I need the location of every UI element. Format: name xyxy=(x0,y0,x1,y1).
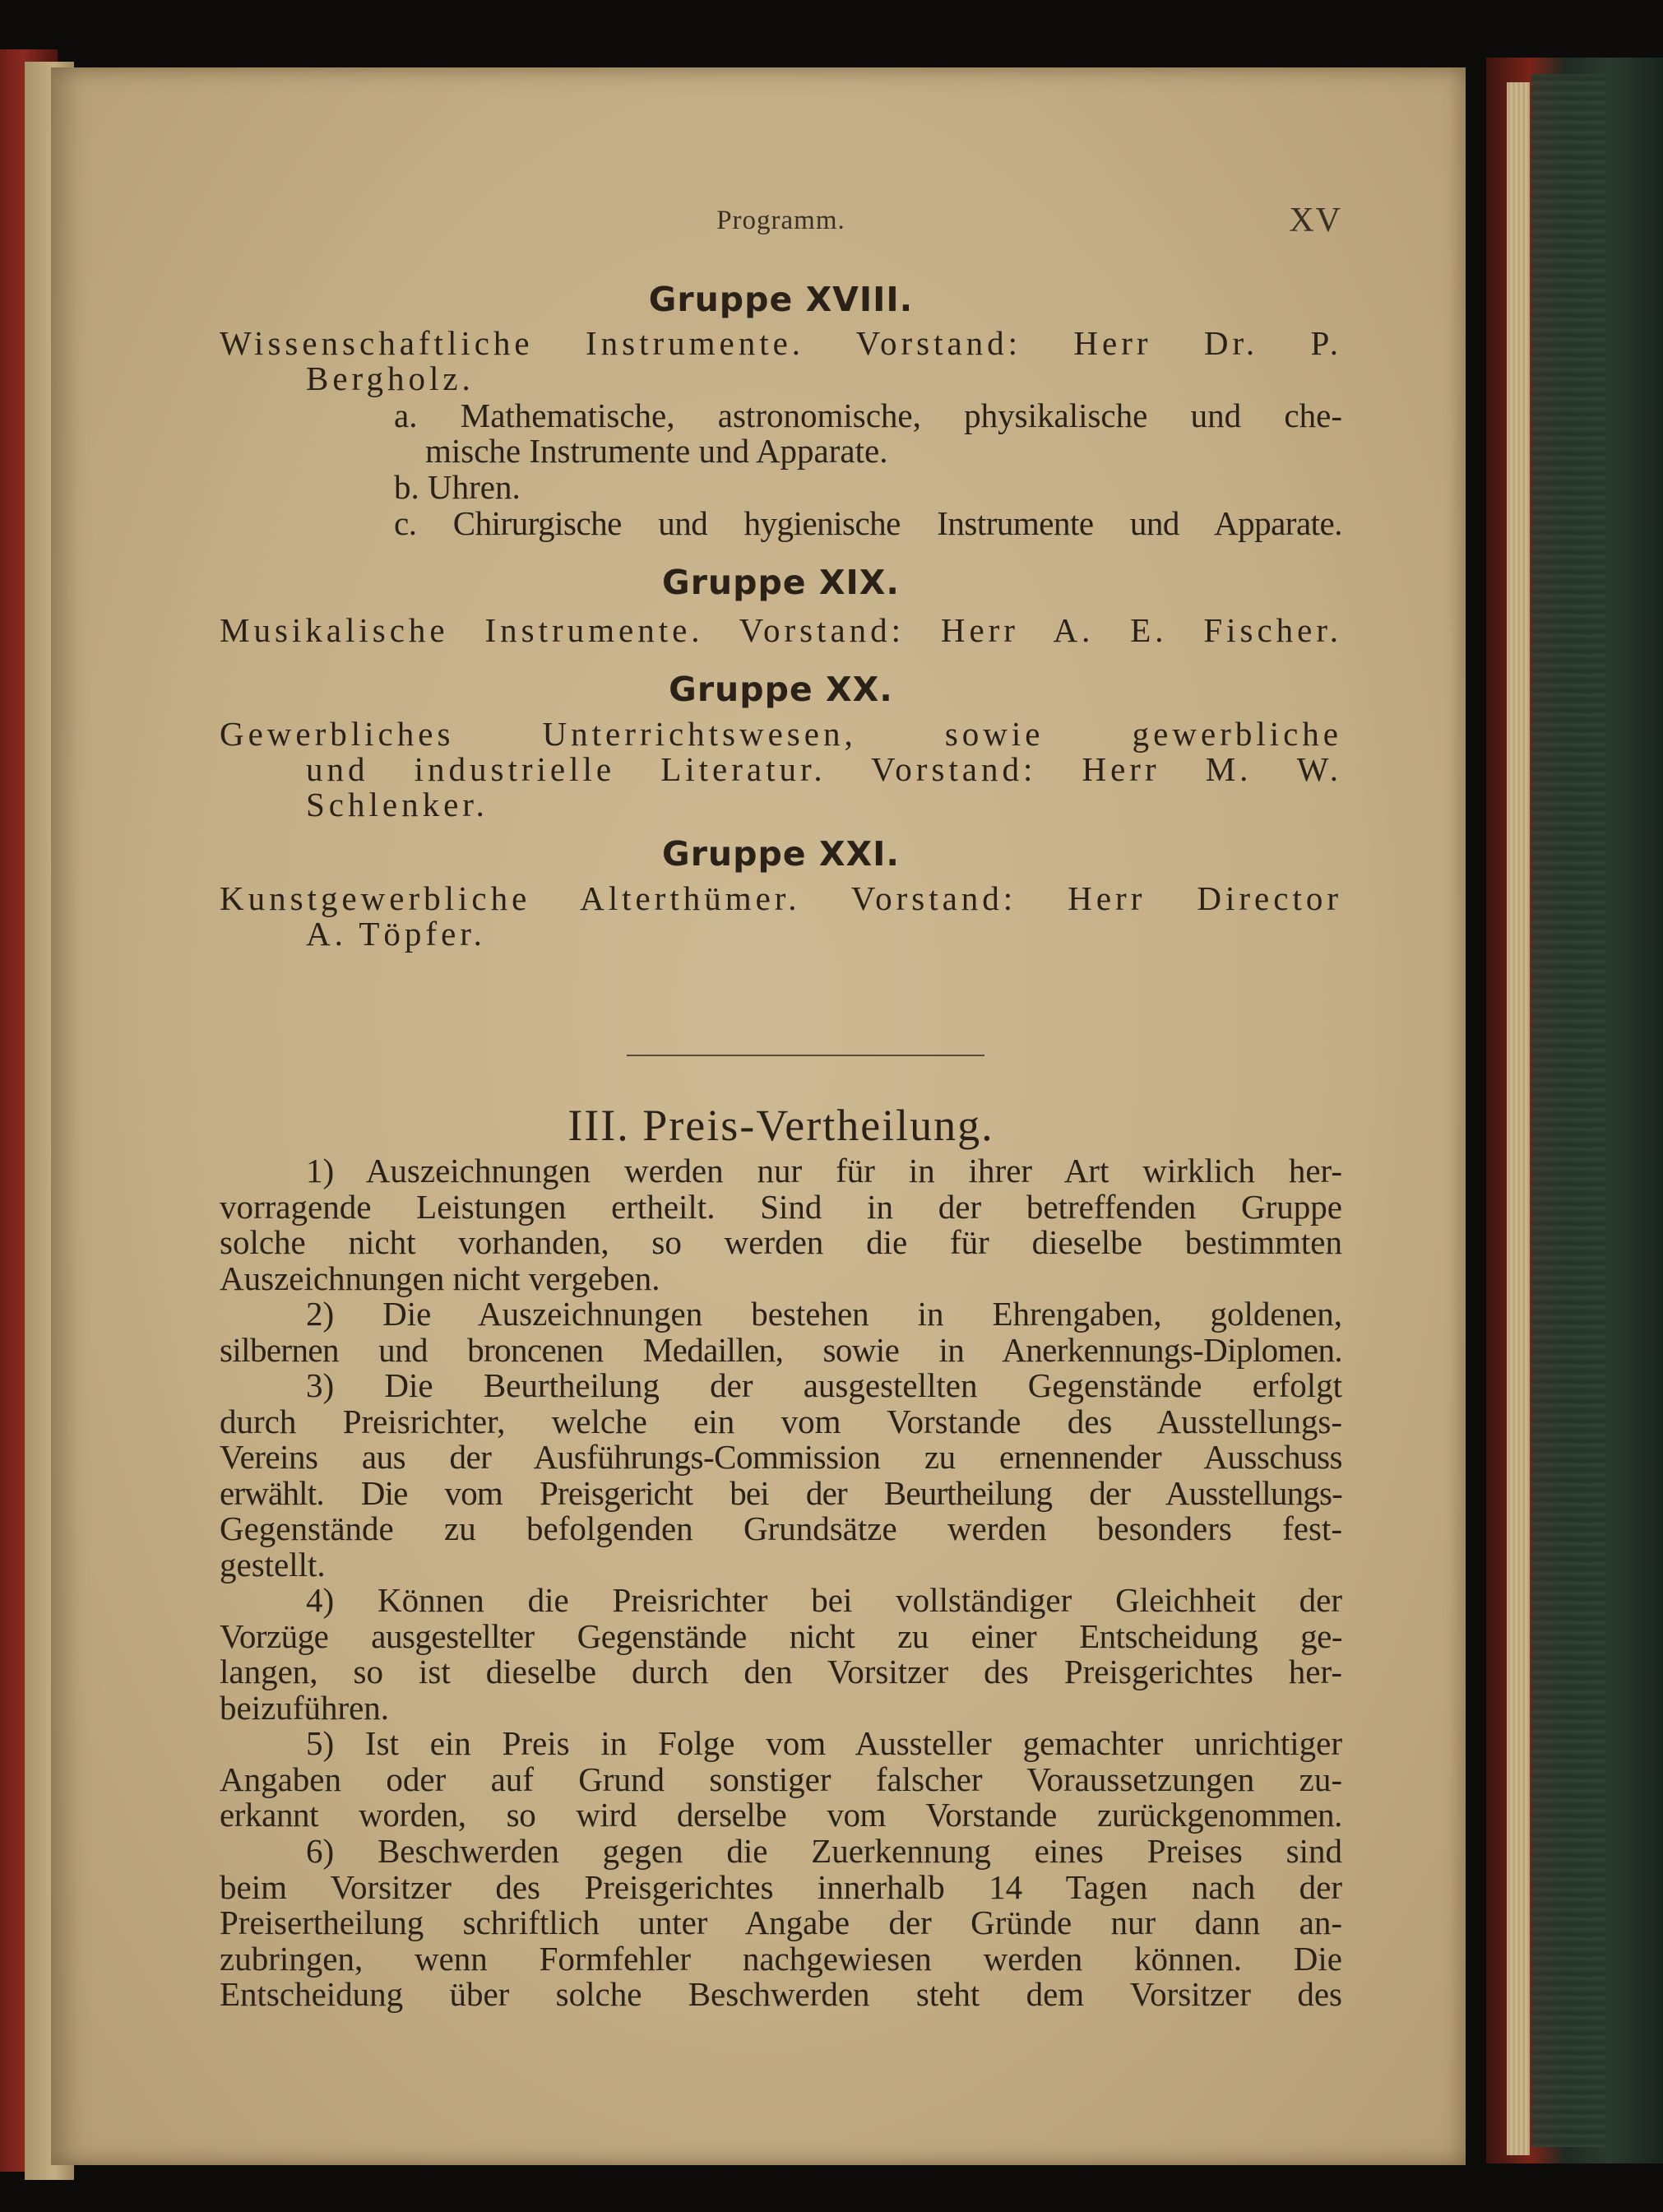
paragraph-line: Auszeichnungen nicht vergeben. xyxy=(220,1259,660,1297)
paragraph-4 xyxy=(220,1583,1342,1726)
paragraph-line: Angaben oder auf Grund sonstiger falscher Voraussetzungen zu- xyxy=(220,1760,1342,1798)
paragraph-line: erkannt worden, so wird derselbe vom Vorstande zurückgenommen. xyxy=(220,1796,1342,1834)
group-xx-line-3: Schlenker. xyxy=(306,786,489,823)
group-xxi-line-1: Kunstgewerbliche Alterthümer. Vorstand: Herr Director xyxy=(220,879,1342,917)
paragraph-line: Vorzüge ausgestellter Gegenstände nicht zu einer Entscheidung ge- xyxy=(220,1616,1342,1655)
paragraph-line: erwählt. Die vom Preisgericht bei der Beurtheilung der Ausstellungs- xyxy=(220,1473,1342,1512)
running-title: Programm. xyxy=(716,206,845,235)
book-cover-cloth xyxy=(1531,74,1605,2147)
paragraph-line: zubringen, wenn Formfehler nachgewiesen werden können. Die xyxy=(220,1939,1342,1978)
paragraph-line: 1) Auszeichnungen werden nur für in ihrer Art wirklich her- xyxy=(306,1152,1342,1189)
paragraph-line: 3) Die Beurtheilung der ausgestellten Gegenstände erfolgt xyxy=(306,1366,1342,1404)
group-title-xviii: Gruppe XVIII. xyxy=(648,280,914,319)
paragraph-1 xyxy=(220,1153,1342,1296)
paragraph-line: gestellt. xyxy=(220,1545,326,1584)
paragraph-line: vorragende Leistungen ertheilt. Sind in der betreffenden Gruppe xyxy=(220,1187,1342,1226)
running-head xyxy=(220,202,1342,247)
paragraph-line: beizuführen. xyxy=(220,1688,390,1727)
group-xx-line-1: Gewerbliches Unterrichtswesen, sowie gewerbliche xyxy=(220,715,1342,753)
paragraph-2 xyxy=(220,1296,1342,1368)
group-title-xxi: Gruppe XXI. xyxy=(662,834,900,874)
paragraph-line: beim Vorsitzer des Preisgerichtes innerhalb 14 Tagen nach der xyxy=(220,1867,1342,1906)
paragraph-line: Gegenstände zu befolgenden Grundsätze werden besonders fest- xyxy=(220,1509,1342,1547)
section-divider xyxy=(627,1055,984,1056)
group-xxi-line-2: A. Töpfer. xyxy=(306,915,486,953)
paragraph-line: Vereins aus der Ausführungs-Commission zu ernennender Ausschuss xyxy=(220,1438,1342,1476)
paragraph-line: solche nicht vorhanden, so werden die für dieselbe bestimmten xyxy=(220,1223,1342,1261)
paragraph-line: 5) Ist ein Preis in Folge vom Aussteller gemachter unrichtiger xyxy=(306,1724,1342,1762)
page-number: XV xyxy=(1289,202,1342,239)
paragraph-line: 4) Können die Preisrichter bei vollständiger Gleichheit der xyxy=(306,1581,1342,1619)
section-heading: III. Preis-Vertheilung. xyxy=(567,1101,994,1150)
page-stack-edge xyxy=(1507,82,1530,2155)
group-xviii-item-a-cont: mische Instrumente und Apparate. xyxy=(425,432,888,470)
group-xviii-item-b: b. Uhren. xyxy=(394,468,521,506)
paragraph-line: durch Preisrichter, welche ein vom Vorstande des Ausstellungs- xyxy=(220,1402,1342,1440)
paragraph-3 xyxy=(220,1368,1342,1583)
paragraph-line: 2) Die Auszeichnungen bestehen in Ehrengaben, goldenen, xyxy=(306,1295,1342,1333)
paragraph-line: Entscheidung über solche Beschwerden steht dem Vorsitzer des xyxy=(220,1975,1342,2013)
group-xviii-line-1: Wissenschaftliche Instrumente. Vorstand: Herr Dr. P. xyxy=(220,324,1342,362)
group-title-xx: Gruppe XX. xyxy=(669,670,893,709)
paragraph-6 xyxy=(220,1834,1342,2013)
paragraph-line: langen, so ist dieselbe durch den Vorsitzer des Preisgerichtes her- xyxy=(220,1653,1342,1690)
paragraph-line: 6) Beschwerden gegen die Zuerkennung eines Preises sind xyxy=(306,1832,1342,1870)
paragraph-5 xyxy=(220,1726,1342,1834)
group-xviii-line-2: Bergholz. xyxy=(306,359,475,397)
paragraph-line: Preisertheilung schriftlich unter Angabe der Gründe nur dann an- xyxy=(220,1904,1342,1941)
group-xviii-item-a: a. Mathematische, astronomische, physikalische und che- xyxy=(394,396,1342,434)
paragraph-line: silbernen und broncenen Medaillen, sowie in Anerkennungs-Diplomen. xyxy=(220,1330,1342,1369)
group-title-xix: Gruppe XIX. xyxy=(662,563,900,602)
group-xviii-item-c: c. Chirurgische und hygienische Instrumente und Apparate. xyxy=(394,504,1342,542)
group-xix-line-1: Musikalische Instrumente. Vorstand: Herr A. E. Fischer. xyxy=(220,611,1342,649)
group-xx-line-2: und industrielle Literatur. Vorstand: Herr M. W. xyxy=(306,750,1342,788)
book-page xyxy=(51,67,1466,2165)
